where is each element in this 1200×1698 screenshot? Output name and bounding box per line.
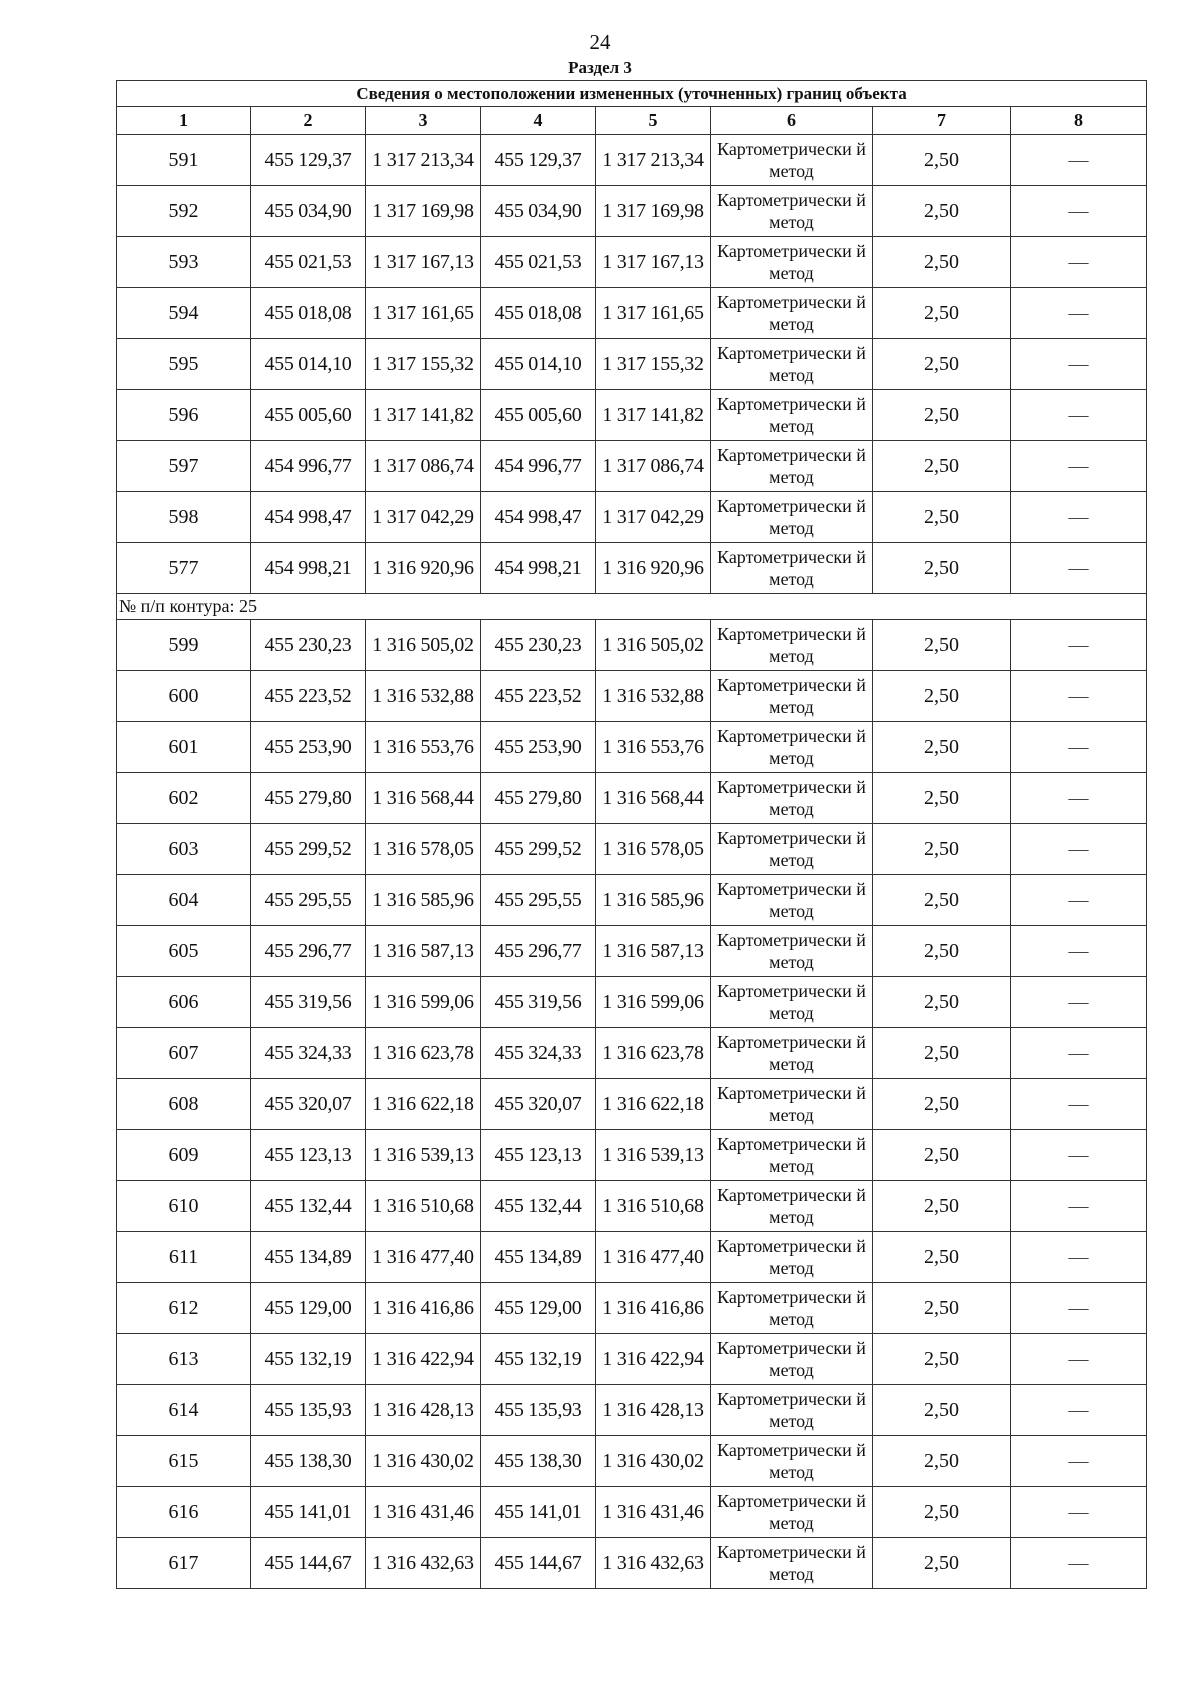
section-title: Раздел 3: [568, 58, 632, 77]
y-old-cell: 1 316 431,46: [366, 1487, 481, 1538]
y-new-cell: 1 316 430,02: [596, 1436, 711, 1487]
method-cell: Картометрически й метод: [711, 1487, 873, 1538]
x-old-cell: 455 135,93: [251, 1385, 366, 1436]
y-old-cell: 1 316 568,44: [366, 773, 481, 824]
y-old-cell: 1 316 428,13: [366, 1385, 481, 1436]
table-row: [117, 492, 1147, 543]
method-cell: Картометрически й метод: [711, 977, 873, 1028]
x-new-cell: 455 132,19: [481, 1334, 596, 1385]
x-old-cell: 455 129,37: [251, 135, 366, 186]
description-cell: —: [1011, 773, 1147, 824]
x-old-cell: 455 319,56: [251, 977, 366, 1028]
column-header: 2: [251, 107, 366, 135]
x-new-cell: 455 223,52: [481, 671, 596, 722]
table-row: [117, 288, 1147, 339]
method-cell: Картометрически й метод: [711, 875, 873, 926]
x-old-cell: 455 253,90: [251, 722, 366, 773]
table-row: [117, 543, 1147, 594]
accuracy-cell: 2,50: [873, 1130, 1011, 1181]
description-cell: —: [1011, 1436, 1147, 1487]
x-old-cell: 455 144,67: [251, 1538, 366, 1589]
x-new-cell: 455 144,67: [481, 1538, 596, 1589]
point-number-cell: 605: [117, 926, 251, 977]
point-number-cell: 604: [117, 875, 251, 926]
x-old-cell: 454 998,47: [251, 492, 366, 543]
accuracy-cell: 2,50: [873, 1181, 1011, 1232]
method-cell: Картометрически й метод: [711, 722, 873, 773]
y-new-cell: 1 317 161,65: [596, 288, 711, 339]
x-old-cell: 455 138,30: [251, 1436, 366, 1487]
column-header: 8: [1011, 107, 1147, 135]
description-cell: —: [1011, 1079, 1147, 1130]
table-row: [117, 875, 1147, 926]
accuracy-cell: 2,50: [873, 977, 1011, 1028]
point-number-cell: 611: [117, 1232, 251, 1283]
y-old-cell: 1 316 599,06: [366, 977, 481, 1028]
accuracy-cell: 2,50: [873, 288, 1011, 339]
table-row: [117, 1436, 1147, 1487]
x-new-cell: 455 123,13: [481, 1130, 596, 1181]
method-cell: Картометрически й метод: [711, 1334, 873, 1385]
point-number-cell: 591: [117, 135, 251, 186]
accuracy-cell: 2,50: [873, 620, 1011, 671]
description-cell: —: [1011, 824, 1147, 875]
y-old-cell: 1 316 623,78: [366, 1028, 481, 1079]
table-row: [117, 1232, 1147, 1283]
accuracy-cell: 2,50: [873, 824, 1011, 875]
column-header: 7: [873, 107, 1011, 135]
x-new-cell: 455 018,08: [481, 288, 596, 339]
method-cell: Картометрически й метод: [711, 339, 873, 390]
table-row: [117, 390, 1147, 441]
point-number-cell: 598: [117, 492, 251, 543]
accuracy-cell: 2,50: [873, 237, 1011, 288]
contour-label: № п/п контура: 25: [117, 594, 1147, 620]
method-cell: Картометрически й метод: [711, 1181, 873, 1232]
x-old-cell: 455 295,55: [251, 875, 366, 926]
y-old-cell: 1 317 161,65: [366, 288, 481, 339]
table-header-row: [117, 107, 1147, 135]
table-row: [117, 339, 1147, 390]
y-old-cell: 1 316 622,18: [366, 1079, 481, 1130]
x-new-cell: 455 014,10: [481, 339, 596, 390]
point-number-cell: 592: [117, 186, 251, 237]
y-new-cell: 1 316 599,06: [596, 977, 711, 1028]
method-cell: Картометрически й метод: [711, 237, 873, 288]
accuracy-cell: 2,50: [873, 1436, 1011, 1487]
table-row: [117, 441, 1147, 492]
x-new-cell: 455 134,89: [481, 1232, 596, 1283]
y-new-cell: 1 316 578,05: [596, 824, 711, 875]
table-row: [117, 671, 1147, 722]
y-new-cell: 1 317 155,32: [596, 339, 711, 390]
y-new-cell: 1 316 539,13: [596, 1130, 711, 1181]
accuracy-cell: 2,50: [873, 926, 1011, 977]
y-new-cell: 1 317 167,13: [596, 237, 711, 288]
x-new-cell: 455 034,90: [481, 186, 596, 237]
description-cell: —: [1011, 875, 1147, 926]
y-old-cell: 1 316 539,13: [366, 1130, 481, 1181]
x-old-cell: 455 299,52: [251, 824, 366, 875]
table-row: [117, 1079, 1147, 1130]
column-header: 1: [117, 107, 251, 135]
y-new-cell: 1 316 510,68: [596, 1181, 711, 1232]
y-new-cell: 1 316 553,76: [596, 722, 711, 773]
y-old-cell: 1 316 510,68: [366, 1181, 481, 1232]
x-old-cell: 455 014,10: [251, 339, 366, 390]
method-cell: Картометрически й метод: [711, 543, 873, 594]
description-cell: —: [1011, 237, 1147, 288]
accuracy-cell: 2,50: [873, 1283, 1011, 1334]
y-old-cell: 1 316 477,40: [366, 1232, 481, 1283]
point-number-cell: 577: [117, 543, 251, 594]
y-new-cell: 1 317 086,74: [596, 441, 711, 492]
x-new-cell: 455 129,37: [481, 135, 596, 186]
table-row: [117, 237, 1147, 288]
y-old-cell: 1 316 430,02: [366, 1436, 481, 1487]
x-new-cell: 455 320,07: [481, 1079, 596, 1130]
table-row: [117, 186, 1147, 237]
point-number-cell: 615: [117, 1436, 251, 1487]
column-header: 5: [596, 107, 711, 135]
y-new-cell: 1 316 432,63: [596, 1538, 711, 1589]
x-new-cell: 455 324,33: [481, 1028, 596, 1079]
accuracy-cell: 2,50: [873, 441, 1011, 492]
accuracy-cell: 2,50: [873, 1487, 1011, 1538]
method-cell: Картометрически й метод: [711, 620, 873, 671]
y-old-cell: 1 316 422,94: [366, 1334, 481, 1385]
description-cell: —: [1011, 543, 1147, 594]
description-cell: —: [1011, 288, 1147, 339]
x-new-cell: 455 135,93: [481, 1385, 596, 1436]
point-number-cell: 599: [117, 620, 251, 671]
y-new-cell: 1 316 622,18: [596, 1079, 711, 1130]
y-old-cell: 1 316 920,96: [366, 543, 481, 594]
point-number-cell: 600: [117, 671, 251, 722]
point-number-cell: 594: [117, 288, 251, 339]
description-cell: —: [1011, 1130, 1147, 1181]
x-new-cell: 455 141,01: [481, 1487, 596, 1538]
contour-row: [117, 594, 1147, 620]
table-row: [117, 1130, 1147, 1181]
y-old-cell: 1 317 086,74: [366, 441, 481, 492]
method-cell: Картометрически й метод: [711, 492, 873, 543]
description-cell: —: [1011, 186, 1147, 237]
point-number-cell: 607: [117, 1028, 251, 1079]
point-number-cell: 613: [117, 1334, 251, 1385]
y-new-cell: 1 316 477,40: [596, 1232, 711, 1283]
x-old-cell: 455 132,44: [251, 1181, 366, 1232]
description-cell: —: [1011, 1181, 1147, 1232]
table-row: [117, 1181, 1147, 1232]
point-number-cell: 612: [117, 1283, 251, 1334]
method-cell: Картометрически й метод: [711, 926, 873, 977]
y-old-cell: 1 316 553,76: [366, 722, 481, 773]
y-old-cell: 1 317 141,82: [366, 390, 481, 441]
x-new-cell: 455 005,60: [481, 390, 596, 441]
point-number-cell: 595: [117, 339, 251, 390]
point-number-cell: 614: [117, 1385, 251, 1436]
description-cell: —: [1011, 492, 1147, 543]
y-old-cell: 1 316 585,96: [366, 875, 481, 926]
accuracy-cell: 2,50: [873, 186, 1011, 237]
method-cell: Картометрически й метод: [711, 1079, 873, 1130]
table-row: [117, 135, 1147, 186]
point-number-cell: 603: [117, 824, 251, 875]
accuracy-cell: 2,50: [873, 135, 1011, 186]
accuracy-cell: 2,50: [873, 492, 1011, 543]
y-new-cell: 1 316 422,94: [596, 1334, 711, 1385]
method-cell: Картометрически й метод: [711, 1436, 873, 1487]
method-cell: Картометрически й метод: [711, 671, 873, 722]
y-old-cell: 1 316 505,02: [366, 620, 481, 671]
x-old-cell: 455 132,19: [251, 1334, 366, 1385]
x-old-cell: 455 141,01: [251, 1487, 366, 1538]
x-new-cell: 455 295,55: [481, 875, 596, 926]
x-old-cell: 455 279,80: [251, 773, 366, 824]
accuracy-cell: 2,50: [873, 1334, 1011, 1385]
table-row: [117, 1028, 1147, 1079]
accuracy-cell: 2,50: [873, 773, 1011, 824]
description-cell: —: [1011, 1385, 1147, 1436]
method-cell: Картометрически й метод: [711, 1538, 873, 1589]
description-cell: —: [1011, 1028, 1147, 1079]
x-new-cell: 455 296,77: [481, 926, 596, 977]
method-cell: Картометрически й метод: [711, 186, 873, 237]
x-new-cell: 455 129,00: [481, 1283, 596, 1334]
description-cell: —: [1011, 441, 1147, 492]
point-number-cell: 609: [117, 1130, 251, 1181]
description-cell: —: [1011, 1487, 1147, 1538]
x-new-cell: 455 021,53: [481, 237, 596, 288]
accuracy-cell: 2,50: [873, 1079, 1011, 1130]
method-cell: Картометрически й метод: [711, 773, 873, 824]
table-row: [117, 977, 1147, 1028]
method-cell: Картометрически й метод: [711, 135, 873, 186]
method-cell: Картометрически й метод: [711, 824, 873, 875]
x-old-cell: 455 230,23: [251, 620, 366, 671]
table-row: [117, 824, 1147, 875]
accuracy-cell: 2,50: [873, 339, 1011, 390]
x-old-cell: 455 034,90: [251, 186, 366, 237]
method-cell: Картометрически й метод: [711, 441, 873, 492]
point-number-cell: 602: [117, 773, 251, 824]
page-number: 24: [589, 30, 611, 54]
y-old-cell: 1 316 578,05: [366, 824, 481, 875]
table-row: [117, 1385, 1147, 1436]
x-old-cell: 455 296,77: [251, 926, 366, 977]
x-new-cell: 455 253,90: [481, 722, 596, 773]
y-old-cell: 1 316 432,63: [366, 1538, 481, 1589]
point-number-cell: 606: [117, 977, 251, 1028]
y-old-cell: 1 316 416,86: [366, 1283, 481, 1334]
y-new-cell: 1 317 141,82: [596, 390, 711, 441]
x-old-cell: 455 005,60: [251, 390, 366, 441]
column-header: 3: [366, 107, 481, 135]
table-row: [117, 1334, 1147, 1385]
table-row: [117, 1487, 1147, 1538]
y-new-cell: 1 317 042,29: [596, 492, 711, 543]
x-old-cell: 455 018,08: [251, 288, 366, 339]
table-row: [117, 926, 1147, 977]
method-cell: Картометрически й метод: [711, 390, 873, 441]
description-cell: —: [1011, 1232, 1147, 1283]
table-row: [117, 722, 1147, 773]
y-old-cell: 1 317 042,29: [366, 492, 481, 543]
x-old-cell: 455 324,33: [251, 1028, 366, 1079]
method-cell: Картометрически й метод: [711, 288, 873, 339]
x-old-cell: 455 134,89: [251, 1232, 366, 1283]
point-number-cell: 616: [117, 1487, 251, 1538]
accuracy-cell: 2,50: [873, 543, 1011, 594]
x-new-cell: 455 279,80: [481, 773, 596, 824]
y-old-cell: 1 317 169,98: [366, 186, 481, 237]
description-cell: —: [1011, 390, 1147, 441]
y-old-cell: 1 316 532,88: [366, 671, 481, 722]
x-old-cell: 454 996,77: [251, 441, 366, 492]
description-cell: —: [1011, 1283, 1147, 1334]
y-new-cell: 1 316 428,13: [596, 1385, 711, 1436]
y-new-cell: 1 316 585,96: [596, 875, 711, 926]
table-row: [117, 620, 1147, 671]
point-number-cell: 601: [117, 722, 251, 773]
y-old-cell: 1 317 213,34: [366, 135, 481, 186]
y-new-cell: 1 317 213,34: [596, 135, 711, 186]
y-new-cell: 1 316 431,46: [596, 1487, 711, 1538]
description-cell: —: [1011, 135, 1147, 186]
y-new-cell: 1 316 416,86: [596, 1283, 711, 1334]
table-caption: Сведения о местоположении измененных (уточненных) границ объекта: [117, 81, 1147, 107]
column-header: 6: [711, 107, 873, 135]
method-cell: Картометрически й метод: [711, 1028, 873, 1079]
table-row: [117, 773, 1147, 824]
accuracy-cell: 2,50: [873, 1538, 1011, 1589]
accuracy-cell: 2,50: [873, 1385, 1011, 1436]
y-new-cell: 1 316 532,88: [596, 671, 711, 722]
x-new-cell: 454 998,47: [481, 492, 596, 543]
y-new-cell: 1 317 169,98: [596, 186, 711, 237]
table-row: [117, 1538, 1147, 1589]
x-new-cell: 455 299,52: [481, 824, 596, 875]
method-cell: Картометрически й метод: [711, 1130, 873, 1181]
point-number-cell: 608: [117, 1079, 251, 1130]
x-old-cell: 455 320,07: [251, 1079, 366, 1130]
x-old-cell: 455 021,53: [251, 237, 366, 288]
x-new-cell: 454 996,77: [481, 441, 596, 492]
y-new-cell: 1 316 920,96: [596, 543, 711, 594]
column-header: 4: [481, 107, 596, 135]
point-number-cell: 596: [117, 390, 251, 441]
description-cell: —: [1011, 1538, 1147, 1589]
x-new-cell: 454 998,21: [481, 543, 596, 594]
x-new-cell: 455 132,44: [481, 1181, 596, 1232]
y-old-cell: 1 316 587,13: [366, 926, 481, 977]
x-new-cell: 455 138,30: [481, 1436, 596, 1487]
x-new-cell: 455 230,23: [481, 620, 596, 671]
description-cell: —: [1011, 977, 1147, 1028]
table-caption-row: [117, 81, 1147, 107]
method-cell: Картометрически й метод: [711, 1385, 873, 1436]
y-old-cell: 1 317 155,32: [366, 339, 481, 390]
description-cell: —: [1011, 722, 1147, 773]
description-cell: —: [1011, 339, 1147, 390]
boundary-table: [116, 80, 1147, 1589]
method-cell: Картометрически й метод: [711, 1283, 873, 1334]
description-cell: —: [1011, 671, 1147, 722]
point-number-cell: 610: [117, 1181, 251, 1232]
method-cell: Картометрически й метод: [711, 1232, 873, 1283]
description-cell: —: [1011, 926, 1147, 977]
y-old-cell: 1 317 167,13: [366, 237, 481, 288]
accuracy-cell: 2,50: [873, 671, 1011, 722]
description-cell: —: [1011, 620, 1147, 671]
point-number-cell: 593: [117, 237, 251, 288]
description-cell: —: [1011, 1334, 1147, 1385]
x-old-cell: 455 123,13: [251, 1130, 366, 1181]
x-new-cell: 455 319,56: [481, 977, 596, 1028]
y-new-cell: 1 316 568,44: [596, 773, 711, 824]
x-old-cell: 454 998,21: [251, 543, 366, 594]
accuracy-cell: 2,50: [873, 390, 1011, 441]
y-new-cell: 1 316 587,13: [596, 926, 711, 977]
x-old-cell: 455 223,52: [251, 671, 366, 722]
x-old-cell: 455 129,00: [251, 1283, 366, 1334]
accuracy-cell: 2,50: [873, 875, 1011, 926]
point-number-cell: 597: [117, 441, 251, 492]
y-new-cell: 1 316 505,02: [596, 620, 711, 671]
accuracy-cell: 2,50: [873, 722, 1011, 773]
y-new-cell: 1 316 623,78: [596, 1028, 711, 1079]
point-number-cell: 617: [117, 1538, 251, 1589]
accuracy-cell: 2,50: [873, 1232, 1011, 1283]
table-row: [117, 1283, 1147, 1334]
accuracy-cell: 2,50: [873, 1028, 1011, 1079]
